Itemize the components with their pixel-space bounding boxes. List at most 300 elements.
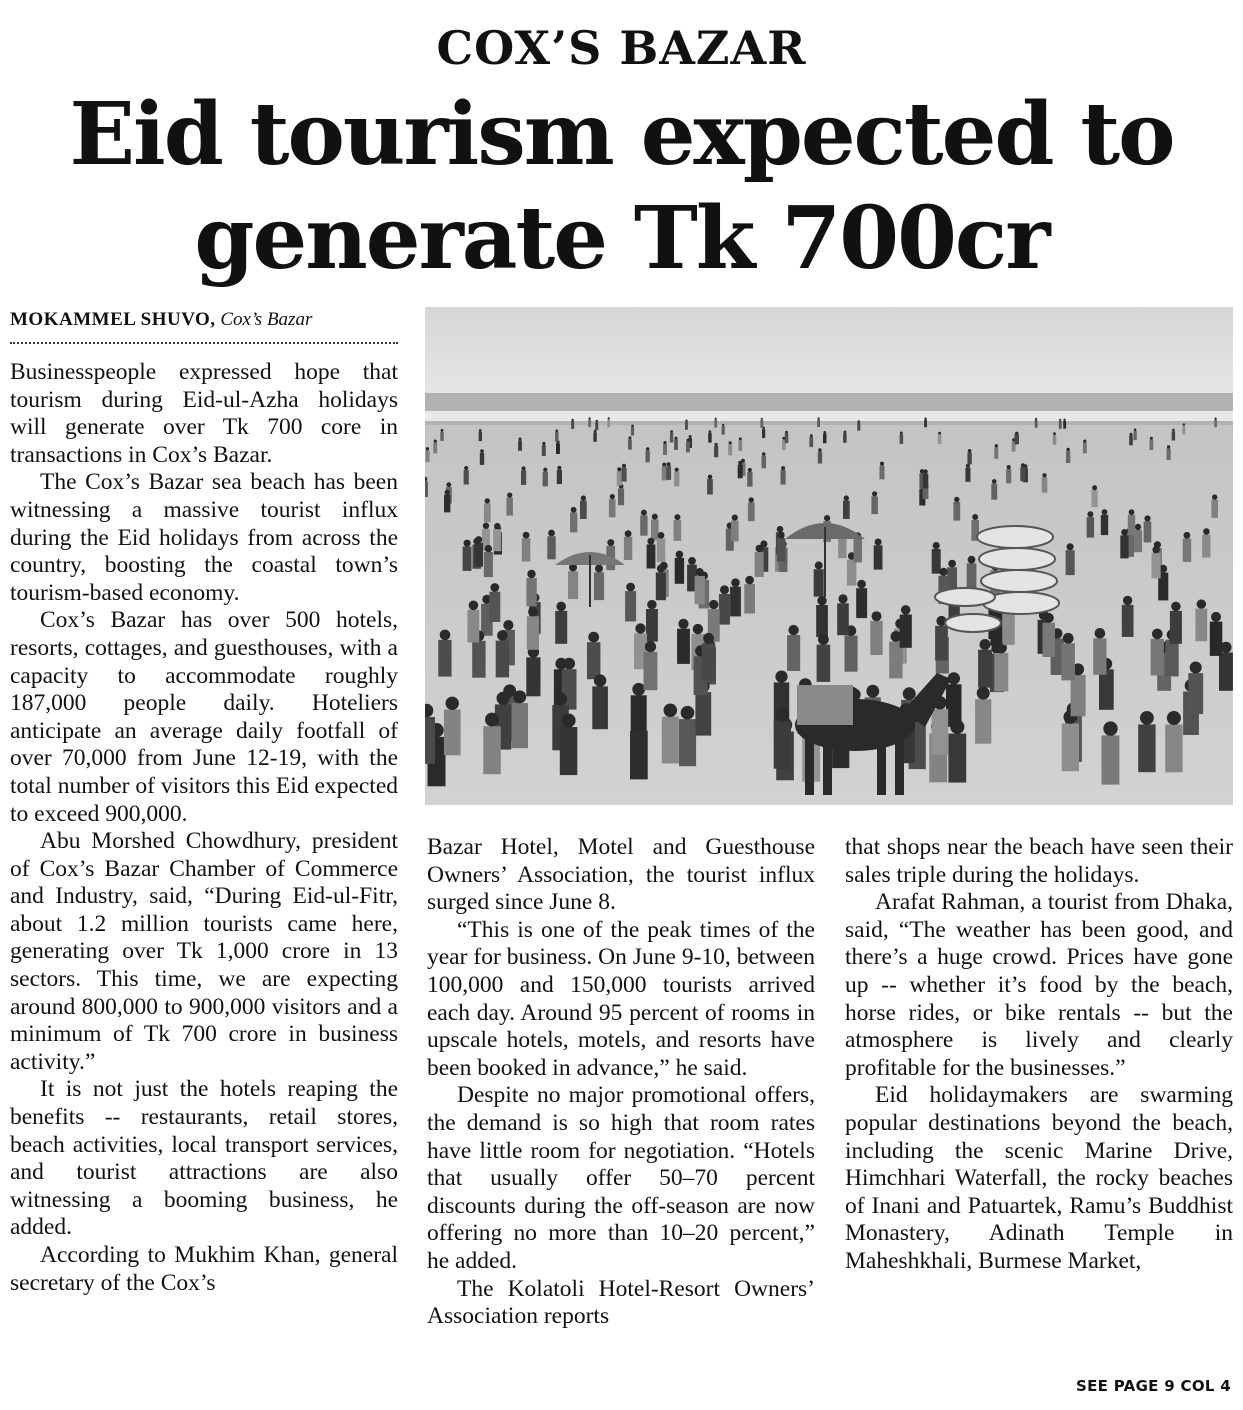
crowd-figure-head: [788, 625, 798, 635]
crowd-figure-head: [645, 641, 656, 652]
paragraph: that shops near the beach have seen their sales triple during the holidays.: [845, 834, 1233, 888]
crowd-figure: [1059, 421, 1062, 429]
crowd-figure: [967, 452, 971, 464]
crowd-figure-head: [977, 687, 990, 700]
crowd-figure-head: [519, 437, 522, 440]
crowd-figure: [571, 421, 574, 429]
crowd-figure: [738, 440, 742, 451]
crowd-figure: [1062, 724, 1079, 772]
crowd-figure-head: [1140, 711, 1154, 725]
crowd-figure: [695, 692, 711, 736]
crowd-figure-head: [858, 420, 860, 422]
paragraph: Businesspeople expressed hope that tourism during Eid-ul-Azha holidays will generate over Tk 700 core in transactions in Cox’s Bazar.: [10, 359, 398, 468]
crowd-figure: [1101, 515, 1108, 535]
crowd-figure-head: [720, 585, 729, 594]
crowd-figure: [777, 538, 786, 561]
crowd-figure: [479, 432, 482, 441]
crowd-figure: [607, 420, 610, 428]
crowd-figure: [570, 513, 577, 533]
paragraph: Cox’s Bazar has over 500 hotels, resorts, cottages, and guesthouses, with a capacity to accommodate roughly 187,000 people daily. Hoteliers anticipate an average daily footfall of over 70,000 from June 12-19, with the total number of visitors this Eid expected to exceed 900,000.: [10, 607, 398, 827]
byline-location: Cox’s Bazar: [220, 309, 313, 330]
crowd-figure: [618, 488, 624, 505]
crowd-figure: [975, 699, 991, 744]
crowd-figure: [542, 445, 546, 456]
crowd-figure-head: [503, 620, 513, 630]
crowd-figure-head: [563, 658, 575, 670]
crowd-figure: [464, 470, 469, 484]
crowd-figure-head: [628, 436, 631, 439]
crowd-figure-head: [610, 494, 615, 499]
crowd-figure-head: [542, 442, 545, 445]
crowd-figure-head: [923, 469, 927, 473]
crowd-figure-head: [775, 708, 789, 722]
crowd-figure-head: [732, 515, 738, 521]
crowd-figure-head: [485, 545, 492, 552]
crowd-figure: [425, 481, 428, 497]
crowd-figure: [748, 503, 755, 522]
crowd-figure: [1188, 673, 1203, 714]
crowd-figure: [496, 641, 509, 678]
crowd-figure-head: [589, 417, 591, 419]
crowd-figure-head: [641, 510, 647, 516]
crowd-figure: [719, 594, 730, 625]
crowd-figure: [1087, 517, 1095, 538]
crowd-figure-head: [1035, 418, 1037, 420]
crowd-figure: [595, 422, 598, 430]
crowd-figure-head: [1203, 528, 1210, 535]
crowd-figure: [714, 420, 717, 428]
crowd-figure-head: [900, 432, 903, 435]
crowd-figure: [674, 472, 679, 487]
crowd-figure: [467, 610, 479, 643]
crowd-figure: [1144, 521, 1152, 542]
crowd-figure-head: [1021, 463, 1025, 467]
crowd-figure: [870, 621, 882, 655]
crowd-figure: [900, 434, 904, 444]
crowd-figure: [543, 472, 548, 487]
crowd-figure: [965, 468, 970, 482]
crowd-figure: [953, 502, 960, 521]
crowd-figure: [1182, 426, 1185, 435]
byline: [10, 308, 398, 344]
crowd-figure-head: [1152, 546, 1159, 553]
crowd-figure-head: [596, 420, 598, 422]
crowd-figure: [1066, 550, 1075, 575]
crowd-figure-head: [445, 490, 450, 495]
crowd-figure: [991, 484, 997, 500]
crowd-figure: [1083, 443, 1087, 454]
crowd-figure-head: [844, 495, 849, 500]
crowd-figure-head: [632, 717, 646, 731]
crowd-figure: [843, 501, 850, 519]
crowd-figure: [484, 552, 493, 577]
crowd-figure: [1042, 477, 1048, 492]
crowd-figure: [1152, 553, 1161, 578]
article-column-2: [427, 834, 815, 1331]
crowd-figure-head: [1102, 509, 1108, 515]
crowd-figure: [526, 578, 536, 607]
crowd-figure-head: [1087, 511, 1093, 517]
crowd-figure: [656, 572, 666, 600]
crowd-figure: [707, 479, 713, 495]
crowd-figure: [670, 433, 673, 443]
crowd-figure-head: [938, 432, 941, 435]
paragraph: The Cox’s Bazar sea beach has been witnessing a massive tourist influx during the Eid holidays from across the country, boosting the coastal town’s tourism-based economy.: [10, 469, 398, 606]
crowd-figure: [484, 503, 491, 522]
crowd-figure: [923, 474, 928, 489]
crowd-figure-head: [781, 466, 785, 470]
crowd-figure-head: [554, 692, 567, 705]
crowd-figure-head: [738, 461, 742, 465]
crowd-figure-head: [1130, 433, 1133, 436]
crowd-figure-head: [1067, 543, 1074, 550]
crowd-figure-head: [696, 568, 704, 576]
paragraph: The Kolatoli Hotel-Resort Owners’ Association reports: [427, 1275, 815, 1330]
crowd-figure-head: [678, 619, 688, 629]
crowd-figure-head: [992, 479, 997, 484]
crowd-figure-head: [548, 530, 555, 537]
crowd-figure: [755, 552, 764, 577]
crowd-figure: [640, 515, 647, 535]
crowd-figure-head: [485, 498, 490, 503]
crowd-figure-head: [675, 468, 679, 472]
crowd-figure-head: [426, 447, 429, 450]
crowd-figure-head: [872, 611, 882, 621]
crowd-figure: [1219, 653, 1233, 691]
crowd-figure-head: [446, 697, 459, 710]
crowd-figure-head: [507, 493, 512, 498]
beach-crowd-photo: [425, 307, 1233, 805]
crowd-figure-head: [497, 692, 510, 705]
crowd-figure: [1214, 420, 1217, 428]
crowd-figure: [677, 629, 690, 664]
crowd-figure-head: [729, 441, 732, 444]
crowd-figure: [568, 571, 578, 599]
crowd-figure: [871, 496, 878, 514]
crowd-figure-head: [581, 495, 586, 500]
crowd-figure-head: [722, 424, 724, 426]
crowd-figure: [646, 451, 650, 463]
crowd-figure-head: [571, 419, 573, 421]
crowd-figure-head: [681, 706, 695, 720]
crowd-figure-head: [675, 437, 678, 440]
crowd-figure: [994, 447, 998, 458]
crowd-figure: [472, 641, 485, 678]
crowd-figure-head: [490, 583, 499, 592]
crowd-figure: [663, 444, 667, 455]
crowd-figure-head: [571, 507, 577, 513]
crowd-figure: [547, 536, 555, 559]
crowd-figure-head: [667, 462, 671, 466]
crowd-figure: [967, 563, 977, 590]
crowd-figure: [483, 726, 501, 774]
crowd-figure: [762, 429, 765, 438]
crowd-figure: [900, 615, 912, 648]
crowd-figure: [1102, 735, 1120, 784]
crowd-figure-head: [1183, 423, 1185, 425]
crowd-figure-head: [715, 443, 718, 446]
crowd-figure-head: [647, 600, 656, 609]
crowd-figure-head: [715, 418, 717, 420]
crowd-figure: [845, 636, 858, 672]
crowd-figure-head: [1083, 440, 1086, 443]
crowd-figure: [874, 545, 883, 569]
crowd-figure: [1071, 675, 1086, 716]
crowd-figure-head: [1063, 633, 1074, 644]
crowd-figure: [588, 420, 591, 428]
crowd-figure-head: [1184, 532, 1191, 539]
crowd-figure: [843, 433, 847, 443]
crowd-figure: [932, 549, 941, 574]
crowd-figure: [1066, 451, 1070, 463]
crowd-figure-head: [703, 633, 714, 644]
crowd-figure-head: [775, 671, 787, 683]
crowd-figure: [433, 443, 437, 454]
crowd-figure-head: [1066, 448, 1069, 451]
crowd-figure-head: [685, 420, 687, 422]
crowd-figure: [662, 467, 667, 481]
crowd-figure-head: [749, 497, 754, 502]
crowd-figure: [674, 520, 682, 541]
crowd-figure-head: [1150, 437, 1153, 440]
crowd-figure-head: [556, 602, 566, 612]
crowd-figure: [847, 560, 857, 586]
crowd-figure-head: [838, 594, 847, 603]
crowd-figure: [1061, 643, 1075, 680]
crowd-figure-head: [995, 444, 998, 447]
crowd-figure: [580, 501, 587, 519]
crowd-figure-head: [475, 536, 482, 543]
crowd-figure: [526, 657, 540, 696]
crowd-figure: [730, 587, 741, 617]
crowd-figure-head: [631, 425, 634, 428]
crowd-figure-head: [968, 556, 976, 564]
continuation-jump-link[interactable]: SEE PAGE 9 COL 4: [1076, 1377, 1231, 1395]
crowd-figure: [1195, 609, 1207, 642]
crowd-figure: [1020, 467, 1025, 481]
paragraph: Despite no major promotional offers, the demand is so high that room rates have little room for negotiation. “Hotels that usually offer 50–70 percent discounts during the off-season are now offering no more than 10–20 percent,” he added.: [427, 1082, 815, 1274]
crowd-figure-head: [857, 580, 866, 589]
crowd-figure-head: [480, 449, 484, 453]
crowd-figure: [1093, 638, 1106, 675]
crowd-figure: [489, 592, 500, 622]
crowd-figure: [1150, 440, 1154, 450]
crowd-figure-head: [901, 605, 911, 615]
crowd-figure: [624, 537, 632, 560]
crowd-figure-head: [1121, 529, 1128, 536]
crowd-figure: [506, 498, 513, 516]
crowd-figure-head: [1172, 429, 1175, 432]
crowd-figure-head: [1042, 473, 1046, 477]
crowd-figure: [1092, 490, 1098, 507]
crowd-figure: [1202, 535, 1210, 558]
crowd-figure: [731, 521, 739, 542]
crowd-figure: [1165, 640, 1178, 677]
crowd-figure-head: [693, 624, 703, 634]
crowd-figure-head: [464, 466, 468, 470]
crowd-figure-head: [925, 417, 927, 419]
crowd-figure: [708, 433, 712, 443]
crowd-figure-head: [469, 601, 479, 611]
crowd-figure: [425, 717, 435, 764]
crowd-figure-head: [647, 538, 654, 545]
crowd-figure: [592, 686, 608, 729]
crowd-figure: [628, 439, 632, 449]
crowd-figure: [686, 442, 690, 453]
crowd-figure: [675, 558, 684, 584]
crowd-figure-head: [522, 466, 526, 470]
crowd-figure: [1167, 449, 1171, 461]
crowd-figure-head: [1129, 509, 1135, 515]
crowd-figure-head: [709, 430, 712, 433]
crowd-figure: [994, 653, 1008, 691]
crowd-figure: [1133, 431, 1136, 440]
crowd-figure: [817, 645, 831, 682]
crowd-figure: [555, 611, 567, 644]
crowd-figure-head: [1144, 515, 1150, 521]
crowd-figure-head: [446, 482, 451, 487]
crowd-figure-head: [440, 630, 451, 641]
crowd-figure-head: [823, 431, 826, 434]
crowd-figure-head: [1007, 465, 1011, 469]
crowd-figure-head: [686, 439, 689, 442]
paragraph: According to Mukhim Khan, general secretary of the Cox’s: [10, 1242, 398, 1296]
crowd-figure-head: [1092, 485, 1097, 490]
crowd-figure: [657, 539, 666, 562]
crowd-figure: [695, 576, 705, 604]
crowd-figure-head: [880, 462, 884, 466]
crowd-figure-head: [479, 429, 482, 432]
crowd-figure: [728, 444, 732, 455]
crowd-figure: [512, 703, 528, 748]
crowd-figure: [762, 456, 767, 469]
crowd-figure-head: [1135, 524, 1141, 530]
crowd-figure-head: [1103, 721, 1117, 735]
crowd-figure: [1128, 515, 1135, 535]
crowd-figure-head: [1059, 419, 1061, 421]
crowd-figure: [880, 466, 885, 480]
crowd-figure: [1134, 530, 1142, 552]
crowd-figure-head: [818, 417, 820, 419]
crowd-figure: [630, 731, 648, 780]
crowd-figure: [854, 539, 863, 562]
crowd-figure: [617, 471, 622, 486]
crowd-figure-head: [903, 687, 916, 700]
crowd-figure-head: [1212, 494, 1217, 499]
crowd-figure: [856, 588, 867, 618]
crowd-figure-head: [810, 434, 813, 437]
crowd-figure: [978, 650, 992, 688]
crowd-figure: [1053, 435, 1057, 445]
crowd-figure: [809, 437, 813, 447]
crowd-figure: [818, 452, 822, 464]
crowd-figure: [1210, 622, 1223, 656]
paragraph: Abu Morshed Chowdhury, president of Cox’s Bazar Chamber of Commerce and Industry, said, “During Eid-ul-Fitr, about 1.2 million tourists came here, generating over Tk 1,000 crore in 13 sectors. This time, we are expecting around 800,000 to 900,000 visitors and a minimum of Tk 700 crore in business activity.”: [10, 828, 398, 1075]
crowd-figure-head: [1167, 445, 1170, 448]
crowd-figure-head: [527, 570, 535, 578]
crowd-figure: [1138, 724, 1155, 772]
crowd-figure: [474, 543, 483, 567]
crowd-figure-head: [1167, 711, 1181, 725]
crowd-figure-head: [464, 540, 471, 547]
crowd-figure-head: [562, 714, 576, 728]
crowd-figure: [521, 471, 526, 485]
crowd-figure: [1035, 420, 1038, 428]
crowd-figure-head: [1015, 432, 1018, 435]
crowd-figure: [722, 426, 725, 435]
crowd-figure-head: [663, 441, 666, 444]
crowd-figure-head: [588, 632, 599, 643]
crowd-figure: [444, 710, 461, 756]
crowd-figure: [1211, 500, 1218, 518]
crowd-figure-head: [607, 539, 614, 546]
crowd-figure-head: [594, 674, 606, 686]
crowd-figure-head: [785, 431, 788, 434]
crowd-figure-head: [980, 639, 991, 650]
crowd-figure-head: [657, 565, 665, 573]
section-kicker: COX’S BAZAR: [436, 21, 807, 75]
crowd-figure: [556, 443, 560, 454]
crowd-figure-head: [632, 683, 645, 696]
crowd-figure-head: [815, 561, 823, 569]
crowd-figure: [948, 734, 966, 783]
crowd-figure: [747, 472, 752, 487]
crowd-figure: [760, 420, 763, 428]
crowd-figure-head: [646, 447, 649, 450]
crowd-figure-head: [1211, 612, 1221, 622]
paragraph: “This is one of the peak times of the year for business. On June 9-10, between 100,000 and 150,000 tourists arrived each day. Around 95 percent of rooms in upscale hotels, motels, and resorts have been booked in advance,” he said.: [427, 916, 815, 1081]
crowd-figure-head: [968, 449, 972, 453]
crowd-figure-head: [523, 532, 530, 539]
crowd-figure: [1006, 469, 1011, 483]
crowd-figure: [1183, 539, 1192, 562]
crowd-figure: [935, 626, 948, 661]
crowd-figure: [714, 446, 718, 457]
crowd-figure: [522, 538, 531, 561]
crowd-figure-head: [689, 435, 692, 438]
crowd-figure: [646, 609, 658, 642]
crowd-figure-head: [818, 634, 829, 645]
crowd-figure-head: [497, 630, 508, 641]
crowd-figure: [679, 719, 696, 766]
crowd-figure-head: [817, 596, 826, 605]
crowd-figure: [593, 432, 596, 441]
crowd-figure: [1099, 669, 1114, 710]
crowd-figure: [647, 544, 656, 568]
crowd-figure-head: [652, 514, 658, 520]
crowd-figure: [644, 652, 658, 690]
crowd-figure-head: [739, 437, 742, 440]
crowd-figure: [1063, 421, 1066, 429]
crowd-figure-head: [513, 690, 526, 703]
crowd-figure: [814, 569, 824, 596]
crowd-figure: [1170, 611, 1182, 644]
crowd-figure-head: [891, 631, 902, 642]
crowd-figure-head: [777, 526, 784, 533]
crowd-figure: [594, 572, 604, 600]
crowd-figure-head: [485, 713, 499, 727]
headline-line-2: generate Tk 700cr: [194, 188, 1049, 289]
crowd-figure: [837, 603, 849, 635]
byline-author: MOKAMMEL SHUVO,: [10, 309, 216, 330]
article-column-1: [10, 359, 398, 1297]
crowd-figure: [744, 584, 755, 613]
crowd-figure: [557, 470, 562, 484]
photo-illustration: [425, 307, 1233, 805]
crowd-figure-head: [625, 530, 632, 537]
crowd-figure: [666, 466, 671, 480]
crowd-figure-head: [940, 568, 948, 576]
